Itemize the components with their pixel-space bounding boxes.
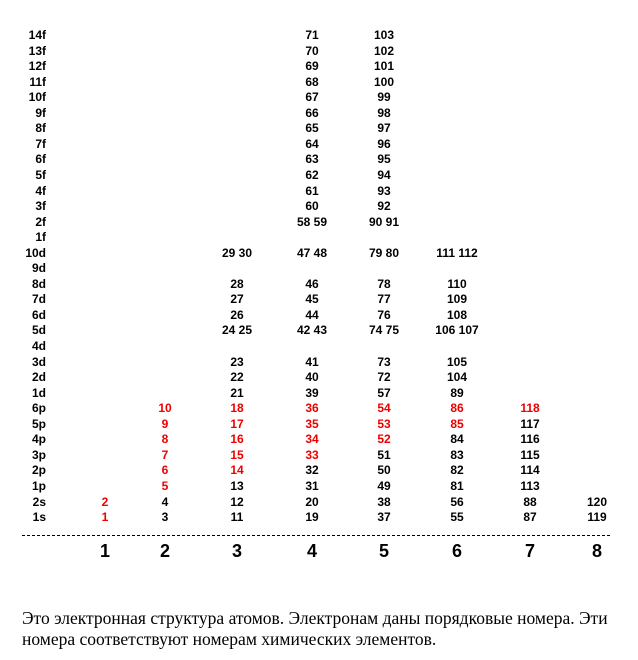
cell-7f-col-4: 64 bbox=[305, 136, 319, 151]
cell-2p-col-5: 50 bbox=[377, 463, 391, 478]
cell-4p-col-7: 116 bbox=[520, 432, 540, 447]
cell-14f-col-4: 71 bbox=[305, 28, 319, 42]
cell-2p-col-2: 6 bbox=[161, 463, 169, 478]
row-label-8d: 8d bbox=[31, 276, 46, 291]
row-label-10f: 10f bbox=[28, 90, 46, 105]
cell-9f-col-5: 98 bbox=[377, 105, 391, 120]
cell-2s-col-6: 56 bbox=[450, 494, 464, 509]
cell-1s-col-3: 11 bbox=[230, 510, 244, 525]
cell-7f-col-5: 96 bbox=[377, 136, 391, 151]
cell-3p-col-2: 7 bbox=[161, 447, 169, 462]
cell-2d-col-4: 40 bbox=[305, 370, 319, 385]
cell-12f-col-5: 101 bbox=[373, 59, 395, 74]
cell-1s-col-8: 119 bbox=[587, 510, 607, 525]
cell-8f-col-5: 97 bbox=[377, 121, 391, 136]
cell-1d-col-6: 89 bbox=[450, 385, 464, 400]
cell-1d-col-3: 21 bbox=[230, 385, 244, 400]
row-label-12f: 12f bbox=[28, 59, 46, 74]
cell-5p-col-3: 17 bbox=[230, 416, 244, 431]
cell-8f-col-4: 65 bbox=[305, 121, 319, 136]
cell-12f-col-4: 69 bbox=[305, 59, 319, 74]
cell-5f-col-4: 62 bbox=[305, 167, 319, 182]
cell-2p-col-7: 114 bbox=[520, 463, 540, 478]
column-label-3: 3 bbox=[231, 541, 243, 561]
row-label-1p: 1p bbox=[31, 478, 46, 493]
cell-1p-col-7: 113 bbox=[520, 478, 540, 493]
cell-6p-col-2: 10 bbox=[158, 401, 172, 416]
column-label-6: 6 bbox=[451, 541, 463, 561]
cell-7d-col-3: 27 bbox=[230, 292, 244, 307]
cell-2d-col-6: 104 bbox=[446, 370, 468, 385]
row-label-1d: 1d bbox=[31, 385, 46, 400]
cell-3d-col-4: 41 bbox=[305, 354, 319, 369]
cell-2f-col-5: 90 91 bbox=[368, 214, 400, 229]
column-label-2: 2 bbox=[159, 541, 171, 561]
cell-1p-col-3: 13 bbox=[230, 478, 244, 493]
row-label-4p: 4p bbox=[31, 432, 46, 447]
cell-5p-col-7: 117 bbox=[520, 416, 540, 431]
row-label-3p: 3p bbox=[31, 447, 46, 462]
cell-2s-col-4: 20 bbox=[305, 494, 319, 509]
cell-1s-col-4: 19 bbox=[305, 510, 319, 525]
cell-6d-col-3: 26 bbox=[230, 307, 244, 322]
cell-13f-col-4: 70 bbox=[305, 43, 319, 58]
cell-4p-col-5: 52 bbox=[377, 432, 391, 447]
caption-text: Это электронная структура атомов. Электронам даны порядковые номера. Эти номера соответствуют номерам химических элементов. bbox=[22, 607, 608, 649]
row-label-9f: 9f bbox=[35, 105, 46, 120]
row-label-4d: 4d bbox=[31, 339, 46, 353]
cell-3p-col-4: 33 bbox=[305, 447, 319, 462]
cell-14f-col-5: 103 bbox=[373, 28, 395, 42]
cell-4p-col-4: 34 bbox=[305, 432, 319, 447]
row-label-5p: 5p bbox=[31, 416, 46, 431]
cell-5d-col-5: 74 75 bbox=[368, 323, 400, 338]
cell-1s-col-7: 87 bbox=[523, 510, 537, 525]
row-label-2p: 2p bbox=[31, 463, 46, 478]
row-label-9d: 9d bbox=[31, 261, 46, 276]
cell-1s-col-2: 3 bbox=[161, 510, 169, 525]
cell-8d-col-3: 28 bbox=[230, 276, 244, 291]
cell-10f-col-4: 67 bbox=[305, 90, 319, 105]
column-label-7: 7 bbox=[524, 541, 536, 561]
cell-4p-col-3: 16 bbox=[230, 432, 244, 447]
cell-3p-col-5: 51 bbox=[377, 447, 391, 462]
cell-6f-col-4: 63 bbox=[305, 152, 319, 167]
row-label-1s: 1s bbox=[32, 510, 46, 525]
cell-7d-col-4: 45 bbox=[305, 292, 319, 307]
row-label-8f: 8f bbox=[35, 121, 46, 136]
cell-10d-col-6: 111 112 bbox=[436, 245, 478, 260]
cell-1d-col-4: 39 bbox=[305, 385, 319, 400]
cell-2s-col-1: 2 bbox=[101, 494, 109, 509]
cell-5d-col-4: 42 43 bbox=[296, 323, 328, 338]
cell-2s-col-3: 12 bbox=[230, 494, 244, 509]
cell-3p-col-3: 15 bbox=[230, 447, 244, 462]
row-label-4f: 4f bbox=[35, 183, 46, 198]
cell-13f-col-5: 102 bbox=[373, 43, 395, 58]
row-label-5f: 5f bbox=[35, 167, 46, 182]
cell-5f-col-5: 94 bbox=[377, 167, 391, 182]
cell-10f-col-5: 99 bbox=[377, 90, 391, 105]
baseline-divider bbox=[22, 535, 610, 536]
cell-1p-col-5: 49 bbox=[377, 478, 391, 493]
cell-2s-col-2: 4 bbox=[161, 494, 169, 509]
cell-1s-col-6: 55 bbox=[450, 510, 464, 525]
cell-9f-col-4: 66 bbox=[305, 105, 319, 120]
row-label-13f: 13f bbox=[28, 43, 46, 58]
row-label-14f: 14f bbox=[28, 28, 46, 42]
cell-5d-col-3: 24 25 bbox=[221, 323, 253, 338]
row-label-11f: 11f bbox=[29, 74, 46, 89]
cell-2p-col-4: 32 bbox=[305, 463, 319, 478]
row-label-1f: 1f bbox=[35, 230, 46, 245]
cell-4f-col-4: 61 bbox=[305, 183, 319, 198]
row-label-3d: 3d bbox=[31, 354, 46, 369]
row-label-2f: 2f bbox=[35, 214, 46, 229]
cell-10d-col-4: 47 48 bbox=[296, 245, 328, 260]
row-label-6f: 6f bbox=[35, 152, 46, 167]
cell-4p-col-2: 8 bbox=[161, 432, 169, 447]
cell-6p-col-4: 36 bbox=[305, 401, 319, 416]
cell-11f-col-4: 68 bbox=[305, 74, 319, 89]
row-label-5d: 5d bbox=[31, 323, 46, 338]
row-label-7f: 7f bbox=[35, 136, 46, 151]
cell-3f-col-4: 60 bbox=[305, 199, 319, 214]
row-label-10d: 10d bbox=[25, 245, 46, 260]
cell-3p-col-6: 83 bbox=[450, 447, 464, 462]
column-label-8: 8 bbox=[591, 541, 603, 561]
row-label-7d: 7d bbox=[31, 292, 46, 307]
cell-7d-col-5: 77 bbox=[377, 292, 391, 307]
cell-2d-col-3: 22 bbox=[230, 370, 244, 385]
cell-5p-col-5: 53 bbox=[377, 416, 391, 431]
cell-8d-col-5: 78 bbox=[377, 276, 391, 291]
cell-4f-col-5: 93 bbox=[377, 183, 391, 198]
cell-11f-col-5: 100 bbox=[373, 74, 395, 89]
cell-3d-col-6: 105 bbox=[446, 354, 468, 369]
cell-2d-col-5: 72 bbox=[377, 370, 391, 385]
cell-3f-col-5: 92 bbox=[377, 199, 391, 214]
column-label-4: 4 bbox=[306, 541, 318, 561]
cell-3d-col-3: 23 bbox=[230, 354, 244, 369]
cell-5p-col-2: 9 bbox=[161, 416, 169, 431]
cell-6p-col-7: 118 bbox=[520, 401, 540, 416]
cell-1s-col-1: 1 bbox=[101, 510, 109, 525]
row-label-6p: 6p bbox=[31, 401, 46, 416]
cell-1p-col-6: 81 bbox=[450, 478, 464, 493]
cell-1d-col-5: 57 bbox=[377, 385, 391, 400]
cell-4p-col-6: 84 bbox=[450, 432, 464, 447]
row-label-3f: 3f bbox=[35, 199, 46, 214]
cell-2p-col-3: 14 bbox=[230, 463, 244, 478]
cell-2s-col-8: 120 bbox=[586, 494, 608, 509]
cell-6d-col-6: 108 bbox=[446, 307, 468, 322]
cell-2p-col-6: 82 bbox=[450, 463, 464, 478]
cell-10d-col-5: 79 80 bbox=[368, 245, 400, 260]
cell-5p-col-4: 35 bbox=[305, 416, 319, 431]
cell-7d-col-6: 109 bbox=[446, 292, 468, 307]
row-label-2s: 2s bbox=[32, 494, 46, 509]
cell-10d-col-3: 29 30 bbox=[221, 245, 253, 260]
cell-1p-col-2: 5 bbox=[161, 478, 169, 493]
cell-6d-col-5: 76 bbox=[377, 307, 391, 322]
cell-1p-col-4: 31 bbox=[305, 478, 319, 493]
cell-6d-col-4: 44 bbox=[305, 307, 319, 322]
cell-3p-col-7: 115 bbox=[520, 447, 540, 462]
cell-2s-col-7: 88 bbox=[523, 494, 537, 509]
cell-2f-col-4: 58 59 bbox=[296, 214, 328, 229]
cell-8d-col-4: 46 bbox=[305, 276, 319, 291]
cell-6p-col-3: 18 bbox=[230, 401, 244, 416]
cell-1s-col-5: 37 bbox=[377, 510, 391, 525]
cell-6p-col-6: 86 bbox=[450, 401, 464, 416]
cell-2s-col-5: 38 bbox=[377, 494, 391, 509]
column-label-1: 1 bbox=[99, 541, 111, 561]
cell-3d-col-5: 73 bbox=[377, 354, 391, 369]
cell-6p-col-5: 54 bbox=[377, 401, 391, 416]
cell-8d-col-6: 110 bbox=[447, 276, 467, 291]
column-label-5: 5 bbox=[378, 541, 390, 561]
cell-6f-col-5: 95 bbox=[377, 152, 391, 167]
cell-5p-col-6: 85 bbox=[450, 416, 464, 431]
row-label-6d: 6d bbox=[31, 307, 46, 322]
cell-5d-col-6: 106 107 bbox=[435, 323, 479, 338]
row-label-2d: 2d bbox=[31, 370, 46, 385]
